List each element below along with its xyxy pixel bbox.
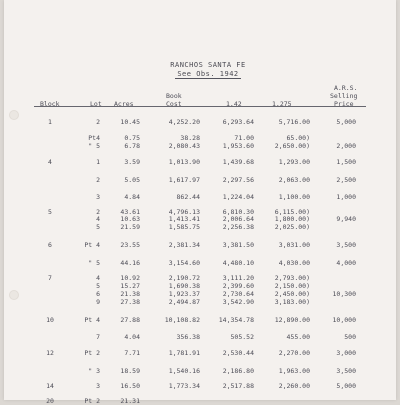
header-book-cost-2: Cost [166,100,182,108]
row-11-book: 3,154.60 [168,259,200,267]
row-7-c142: 6,810.30 [222,208,254,216]
row-5-acres: 5.05 [124,176,140,184]
header-selling-3: Price [334,100,354,108]
row-4-lot: 1 [96,158,100,166]
row-7-block: 5 [48,208,52,216]
row-3-sell: 2,000 [336,142,356,150]
row-17-c1275: 455.00 [286,333,310,341]
row-8-book: 1,413.41 [168,215,200,223]
row-6-c1275: 1,100.00 [278,193,310,201]
row-4-c142: 1,439.68 [222,158,254,166]
row-8-lot: 4 [96,215,100,223]
row-16-sell: 10,000 [332,316,356,324]
row-6-c142: 1,224.04 [222,193,254,201]
row-19-acres: 18.59 [120,367,140,375]
row-3-lot: " 5 [88,142,100,150]
row-18-acres: 7.71 [124,349,140,357]
header-1-275: 1.275 [272,100,292,108]
header-lot: Lot [90,100,102,108]
row-2-book: 38.28 [180,134,200,142]
row-2-c1275: 65.00) [286,134,310,142]
row-18-sell: 3,000 [336,349,356,357]
header-book-cost-1: Book [166,92,182,100]
row-7-book: 4,796.13 [168,208,200,216]
row-2-acres: 0.75 [124,134,140,142]
row-17-lot: 7 [96,333,100,341]
row-8-c142: 2,006.64 [222,215,254,223]
row-11-c1275: 4,030.00 [278,259,310,267]
row-13-c1275: 2,150.00) [274,282,310,290]
row-10-block: 6 [48,241,52,249]
row-14-lot: 6 [96,290,100,298]
row-6-sell: 1,000 [336,193,356,201]
row-20-c1275: 2,260.00 [278,382,310,390]
row-10-lot: Pt 4 [84,241,100,249]
row-14-c1275: 2,450.00) [274,290,310,298]
row-11-sell: 4,000 [336,259,356,267]
row-21-acres: 21.31 [120,397,140,405]
row-21-block: 20 [46,397,54,405]
row-1-block: 1 [48,118,52,126]
row-9-c1275: 2,025.00) [274,223,310,231]
row-15-acres: 27.38 [120,298,140,306]
row-1-book: 4,252.20 [168,118,200,126]
row-6-acres: 4.84 [124,193,140,201]
row-15-book: 2,494.87 [168,298,200,306]
row-18-lot: Pt 2 [84,349,100,357]
row-16-acres: 27.88 [120,316,140,324]
row-10-book: 2,381.34 [168,241,200,249]
row-3-acres: 6.78 [124,142,140,150]
row-20-c142: 2,517.88 [222,382,254,390]
row-1-acres: 10.45 [120,118,140,126]
row-3-c142: 1,953.60 [222,142,254,150]
row-16-c142: 14,354.78 [218,316,254,324]
row-2-c142: 71.00 [234,134,254,142]
row-10-acres: 23.55 [120,241,140,249]
document-title: RANCHOS SANTA FE [170,61,246,69]
header-1-42: 1.42 [226,100,242,108]
row-4-sell: 1,500 [336,158,356,166]
row-14-c142: 2,730.64 [222,290,254,298]
row-2-lot: Pt4 [88,134,100,142]
row-6-book: 862.44 [176,193,200,201]
row-12-c1275: 2,793.00) [274,274,310,282]
row-8-c1275: 1,800.00) [274,215,310,223]
row-21-lot: Pt 2 [84,397,100,405]
row-12-lot: 4 [96,274,100,282]
row-20-block: 14 [46,382,54,390]
row-19-lot: " 3 [88,367,100,375]
row-10-sell: 3,500 [336,241,356,249]
row-17-acres: 4.04 [124,333,140,341]
row-17-c142: 505.52 [230,333,254,341]
row-14-sell: 10,300 [332,290,356,298]
row-4-acres: 3.59 [124,158,140,166]
row-3-c1275: 2,650.00) [274,142,310,150]
row-4-book: 1,013.90 [168,158,200,166]
row-12-book: 2,190.72 [168,274,200,282]
row-9-acres: 21.59 [120,223,140,231]
header-acres: Acres [114,100,134,108]
row-14-book: 1,923.37 [168,290,200,298]
row-1-c1275: 5,716.00 [278,118,310,126]
row-13-book: 1,690.38 [168,282,200,290]
row-13-c142: 2,399.60 [222,282,254,290]
row-19-c1275: 1,963.00 [278,367,310,375]
row-9-lot: 5 [96,223,100,231]
row-15-lot: 9 [96,298,100,306]
row-17-book: 356.38 [176,333,200,341]
row-16-c1275: 12,890.00 [274,316,310,324]
row-20-lot: 3 [96,382,100,390]
row-7-lot: 2 [96,208,100,216]
row-19-book: 1,540.16 [168,367,200,375]
row-1-lot: 2 [96,118,100,126]
row-12-acres: 10.92 [120,274,140,282]
row-19-c142: 2,186.80 [222,367,254,375]
row-8-acres: 10.63 [120,215,140,223]
punch-hole [9,290,19,300]
row-5-c1275: 2,063.00 [278,176,310,184]
row-19-sell: 3,500 [336,367,356,375]
row-1-c142: 6,293.64 [222,118,254,126]
header-selling-1: A.R.S. [334,84,358,92]
row-18-book: 1,781.91 [168,349,200,357]
row-16-block: 10 [46,316,54,324]
row-6-lot: 3 [96,193,100,201]
row-13-acres: 15.27 [120,282,140,290]
punch-hole [9,110,19,120]
row-12-block: 7 [48,274,52,282]
row-20-sell: 5,000 [336,382,356,390]
document-subtitle: See Obs. 1942 [177,70,239,78]
row-1-sell: 5,000 [336,118,356,126]
row-5-book: 1,617.97 [168,176,200,184]
row-11-c142: 4,480.10 [222,259,254,267]
row-15-c142: 3,542.90 [222,298,254,306]
row-18-block: 12 [46,349,54,357]
row-7-c1275: 6,115.00) [274,208,310,216]
row-5-sell: 2,500 [336,176,356,184]
row-13-lot: 5 [96,282,100,290]
row-16-lot: Pt 4 [84,316,100,324]
row-18-c142: 2,530.44 [222,349,254,357]
row-18-c1275: 2,270.00 [278,349,310,357]
row-9-book: 1,585.75 [168,223,200,231]
row-3-book: 2,080.43 [168,142,200,150]
row-11-lot: " 5 [88,259,100,267]
row-12-c142: 3,111.20 [222,274,254,282]
row-16-book: 10,108.82 [164,316,200,324]
header-selling-2: Selling [330,92,358,100]
row-5-lot: 2 [96,176,100,184]
row-9-c142: 2,256.38 [222,223,254,231]
header-block: Block [40,100,60,108]
row-15-c1275: 3,183.00) [274,298,310,306]
row-20-acres: 16.50 [120,382,140,390]
row-17-sell: 500 [344,333,356,341]
document-page [4,0,396,405]
row-20-book: 1,773.34 [168,382,200,390]
row-7-acres: 43.61 [120,208,140,216]
row-10-c142: 3,381.50 [222,241,254,249]
header-rule [34,106,366,107]
row-10-c1275: 3,031.00 [278,241,310,249]
row-14-acres: 21.38 [120,290,140,298]
row-11-acres: 44.16 [120,259,140,267]
row-4-c1275: 1,293.00 [278,158,310,166]
row-5-c142: 2,297.56 [222,176,254,184]
row-4-block: 4 [48,158,52,166]
row-8-sell: 9,940 [336,215,356,223]
